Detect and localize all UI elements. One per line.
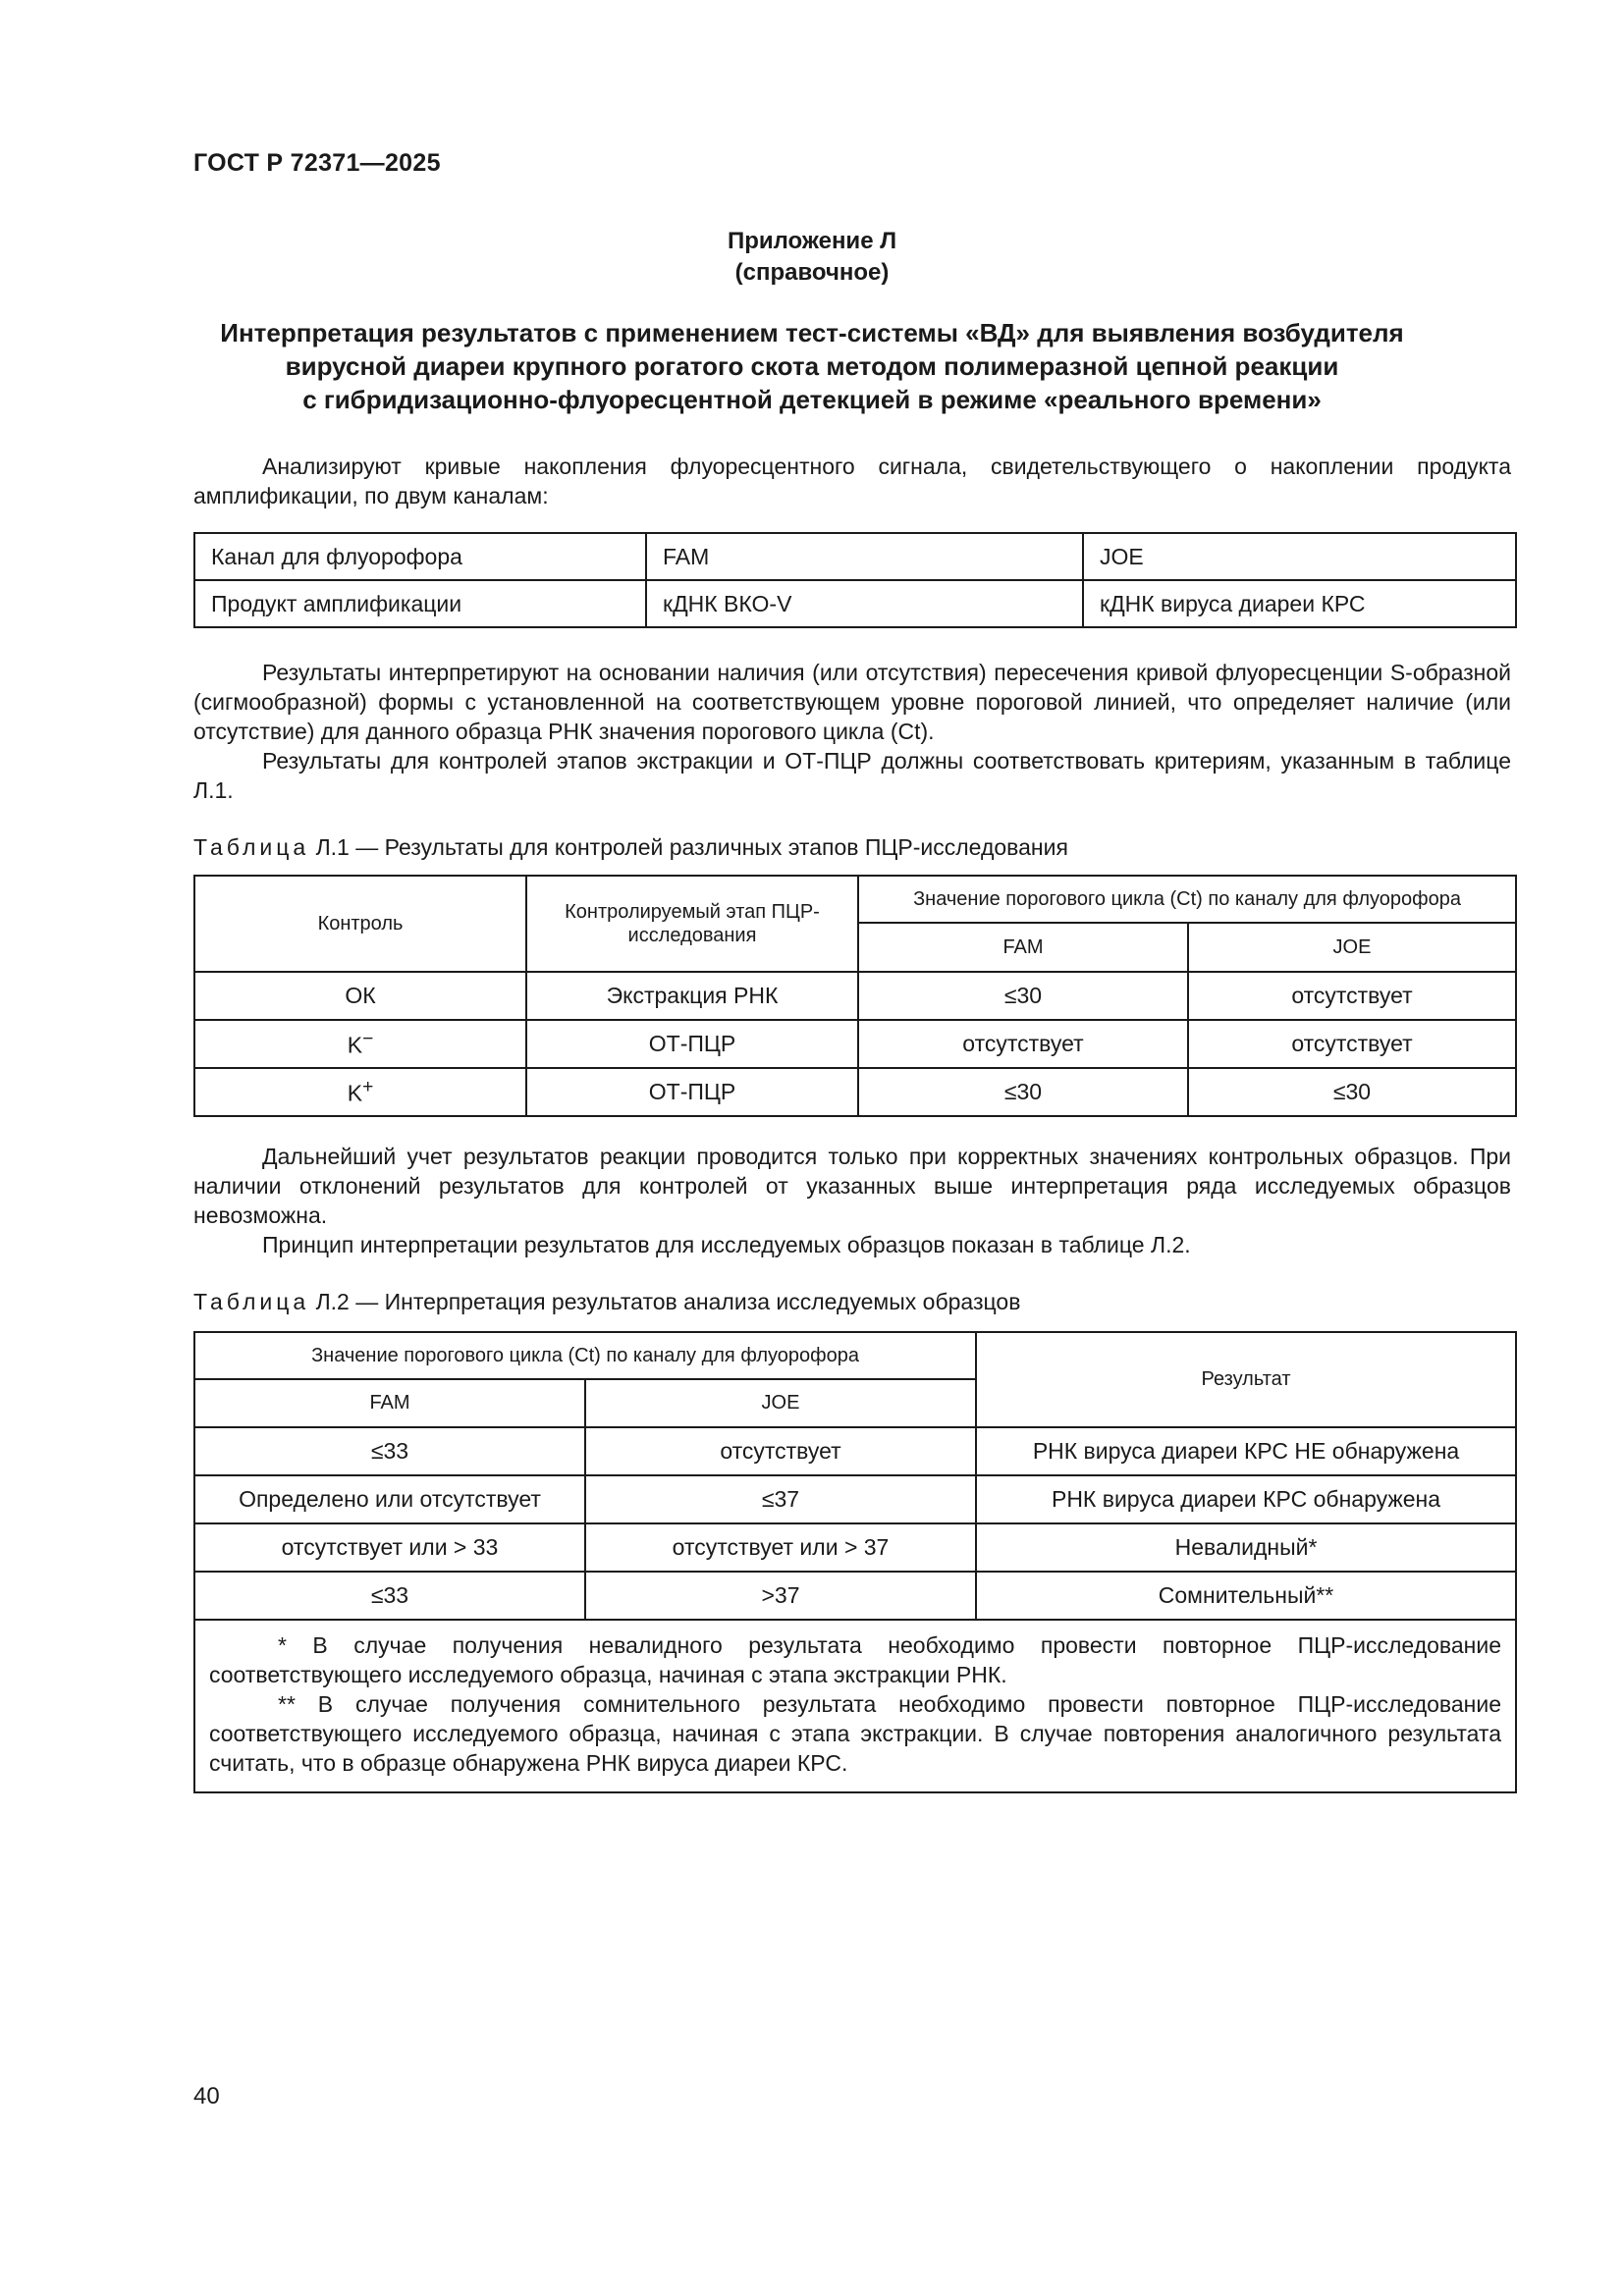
cell-joe: отсутствует (585, 1427, 976, 1475)
paragraph-principle: Принцип интерпретации результатов для исследуемых образцов показан в таблице Л.2. (262, 1232, 1191, 1257)
cell-control: ОК (194, 972, 526, 1020)
cell-stage: ОТ-ПЦР (526, 1068, 858, 1116)
table-row (194, 1427, 1516, 1475)
header-ct-group: Значение порогового цикла (Ct) по каналу для флуорофора (194, 1332, 976, 1379)
table-l2-caption: Таблица Л.2 — Интерпретация результатов анализа исследуемых образцов (193, 1289, 1021, 1314)
table-cell: FAM (646, 533, 1083, 580)
cell-fam: ≤33 (194, 1572, 585, 1620)
cell-control: K− (194, 1020, 526, 1068)
table-row (194, 1572, 1516, 1620)
cell-fam: ≤30 (858, 1068, 1188, 1116)
header-ct-group: Значение порогового цикла (Ct) по каналу для флуорофора (858, 876, 1516, 923)
cell-joe: ≤30 (1188, 1068, 1516, 1116)
annex-title-line: Интерпретация результатов с применением тест-системы «ВД» для выявления возбудителя (220, 318, 1404, 347)
cell-joe: >37 (585, 1572, 976, 1620)
table-notes-row (194, 1620, 1516, 1792)
annex-heading (0, 226, 1624, 289)
cell-result: РНК вируса диареи КРС обнаружена (976, 1475, 1516, 1523)
paragraph-interpretation: Результаты интерпретируют на основании наличия (или отсутствия) пересечения кривой флуоресценции S-образной (сигмообразной) формы с установленной на соответствующем уровне пороговой линией, что определяет наличие (или отсутствие) для данного образца РНК значения порогового цикла (Ct). (193, 660, 1511, 744)
cell-result: Сомнительный** (976, 1572, 1516, 1620)
cell-fam: ≤30 (858, 972, 1188, 1020)
table-notes (194, 1620, 1516, 1792)
cell-joe: отсутствует или > 37 (585, 1523, 976, 1572)
table-l1-caption: Таблица Л.1 — Результаты для контролей различных этапов ПЦР-исследования (193, 834, 1068, 860)
cell-fam: отсутствует или > 33 (194, 1523, 585, 1572)
table-row (194, 1020, 1516, 1068)
paragraph-intro: Анализируют кривые накопления флуоресцентного сигнала, свидетельствующего о накоплении продукта амплификации, по двум каналам: (193, 454, 1511, 508)
table-cell: Канал для флуорофора (194, 533, 646, 580)
footnote-doubtful: ** В случае получения сомнительного результата необходимо провести повторное ПЦР-исследование соответствующего исследуемого образца, начиная с этапа экстракции. В случае повторения аналогичного результата считать, что в образце обнаружена РНК вируса диареи КРС. (209, 1691, 1502, 1776)
paragraph-further: Дальнейший учет результатов реакции проводится только при корректных значениях контрольных образцов. При наличии отклонений результатов для контролей от указанных выше интерпретация ряда исследуемых образцов невозможна. (193, 1144, 1511, 1228)
table-header-row (194, 1332, 1516, 1379)
table-l1 (193, 875, 1517, 1117)
header-result: Результат (976, 1332, 1516, 1427)
cell-result: Невалидный* (976, 1523, 1516, 1572)
cell-stage: ОТ-ПЦР (526, 1020, 858, 1068)
table-row (194, 1475, 1516, 1523)
page-number: 40 (193, 2083, 220, 2109)
header-stage: Контролируемый этап ПЦР-исследования (526, 876, 858, 972)
cell-stage: Экстракция РНК (526, 972, 858, 1020)
table-row (194, 972, 1516, 1020)
table-cell: кДНК ВКО-V (646, 580, 1083, 627)
channels-table (193, 532, 1517, 628)
table-row (194, 1523, 1516, 1572)
cell-joe: ≤37 (585, 1475, 976, 1523)
table-row (194, 1068, 1516, 1116)
annex-label: Приложение Л (727, 228, 897, 254)
table-l2 (193, 1331, 1517, 1793)
annex-title-line: с гибридизационно-флуоресцентной детекцией в режиме «реального времени» (302, 385, 1322, 414)
table-row (194, 533, 1516, 580)
cell-control: K+ (194, 1068, 526, 1116)
cell-fam: Определено или отсутствует (194, 1475, 585, 1523)
header-fam: FAM (858, 923, 1188, 972)
annex-title (157, 316, 1467, 416)
standard-code: ГОСТ Р 72371—2025 (193, 149, 441, 177)
header-joe: JOE (585, 1379, 976, 1427)
cell-fam: отсутствует (858, 1020, 1188, 1068)
annex-title-line: вирусной диареи крупного рогатого скота методом полимеразной цепной реакции (285, 351, 1339, 381)
cell-joe: отсутствует (1188, 972, 1516, 1020)
cell-fam: ≤33 (194, 1427, 585, 1475)
header-control: Контроль (194, 876, 526, 972)
paragraph-controls: Результаты для контролей этапов экстракции и ОТ-ПЦР должны соответствовать критериям, указанным в таблице Л.1. (193, 748, 1511, 803)
header-fam: FAM (194, 1379, 585, 1427)
cell-result: РНК вируса диареи КРС НЕ обнаружена (976, 1427, 1516, 1475)
table-cell: кДНК вируса диареи КРС (1083, 580, 1516, 627)
footnote-invalid: * В случае получения невалидного результата необходимо провести повторное ПЦР-исследование соответствующего исследуемого образца, начиная с этапа экстракции РНК. (209, 1632, 1502, 1687)
table-row (194, 580, 1516, 627)
table-cell: JOE (1083, 533, 1516, 580)
table-cell: Продукт амплификации (194, 580, 646, 627)
table-header-row (194, 876, 1516, 923)
annex-type: (справочное) (734, 259, 890, 286)
header-joe: JOE (1188, 923, 1516, 972)
cell-joe: отсутствует (1188, 1020, 1516, 1068)
